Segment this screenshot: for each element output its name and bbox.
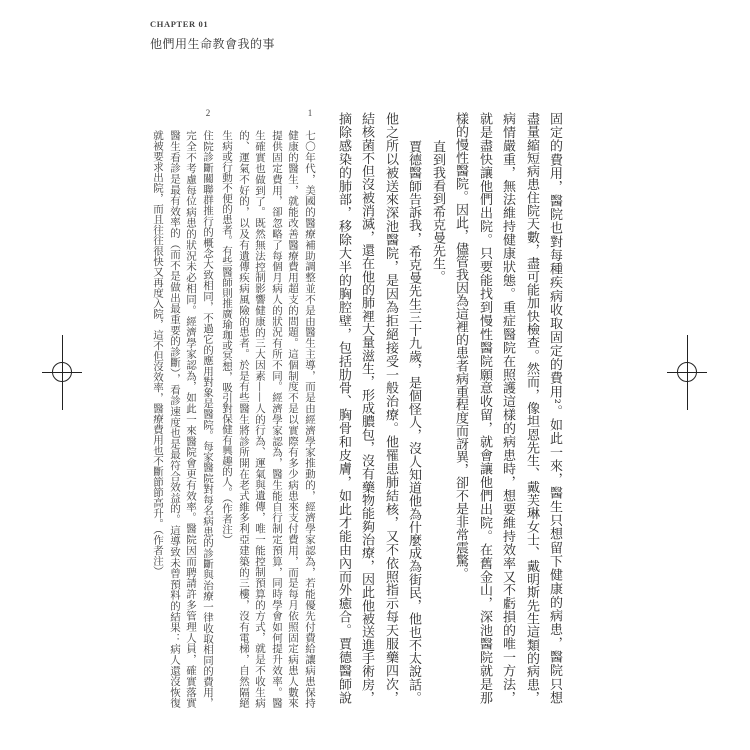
text-line: 摘除感染的肺部，移除大半的胸腔壁，包括肋骨、胸骨和皮膚，如此才能由內而外癒合。賈德醫師說 (336, 112, 351, 704)
text-line: 他之所以被送來深池醫院，是因為拒絕接受一般治療。他罹患肺結核，又不依照指示每天服藥四次， (383, 112, 398, 704)
text-line: 盡量縮短病患住院天數，盡可能加快檢查。然而，像坦恩先生、戴芙琳女士、戴明斯先生這類的病患， (524, 112, 539, 704)
text-line: 病情嚴重，無法維持健康狀態。重症醫院在照護這樣的病患時，想要維持效率又不虧損的唯一方法， (500, 112, 515, 704)
footnote-line: 的、運氣不好的，以及有遺傳疾病風險的患者。於是有些醫生將診所開在老式維多利亞建築的三樓，沒有電梯，自然隔絕 (238, 130, 250, 708)
text-line: 直到我看到希克曼先生。 (430, 140, 445, 283)
footnote-line: 提供固定費用，卻忽略了每個月病人的狀況有所不同。經濟學家認為，醫生能自行制定預算，同時學會如何提升效率。醫 (271, 130, 283, 708)
footnote-line: 生確實也做到了。既然無法控制影響健康的三大因素——人的行為、運氣與遺傳，唯一能控制預算的方式，就是不收生病 (254, 130, 266, 708)
text-line: 樣的慢性醫院。因此，儘管我因為這裡的患者病重程度而訝異，卻不是非常震驚。 (453, 112, 468, 580)
footnote-line: 醫生看診是最有效率的（而不是做出最重要的診斷），看診速度也是最符合效益的。這導致未曾預料的結果：病人還沒恢復 (169, 130, 181, 708)
text-line: 賈德醫師告訴我，希克曼先生三十九歲，是個怪人，沒人知道他為什麼成為街民，他也不太說話。 (406, 140, 421, 704)
text-line: 結核菌不但沒被消滅，還在他的肺裡大量滋生，形成膿包，沒有藥物能夠治療，因此他被送進手術房， (359, 112, 374, 704)
footnote-line: 生病或行動不便的患者。有些醫師則推廣瑜珈或冥想，吸引對保健有興趣的人。（作者注） (221, 130, 233, 545)
footnote-number: 1 (307, 108, 313, 118)
footnote-line: 七〇年代，美國的醫療補助調整並不是由醫生主導，而是由經濟學家推動的，經濟學家認為，若能優先付費給讓病患保持 (304, 130, 316, 708)
footnote-line: 就被要求出院，而且往往很快又再度入院，這不但沒效率，醫療費用也不斷節節高升。（作者注） (152, 130, 164, 577)
footnote-line: 住院診斷關聯群推行的概念大致相同，不過它的應用對象是醫院。每家醫院對每名病患的診斷與治療一律收取相同的費用， (202, 130, 214, 708)
footnote-number: 2 (205, 108, 211, 118)
footnote-line: 完全不考慮每位病患的狀況未必相同。經濟學家認為，如此一來醫院會更有效率。醫院因而聘請許多管理人員，確實落實 (185, 130, 197, 708)
chapter-label: CHAPTER 01 (150, 19, 209, 29)
chapter-title: 他們用生命教會我的事 (150, 37, 276, 51)
text-line: 就是盡快讓他們出院。只要能找到慢性醫院願意收留，就會讓他們出院。在舊金山，深池醫院就是那 (477, 112, 492, 704)
text-line: 固定的費用，醫院也對每種疾病收取固定的費用²。如此一來，醫生只想留下健康的病患，醫院只想 (547, 112, 562, 704)
footnote-line: 健康的醫生，就能改善醫療費用超支的問題。這個制度不是以實際有多少病患來支付費用，而是每月依照固定病患人數來 (287, 130, 299, 708)
